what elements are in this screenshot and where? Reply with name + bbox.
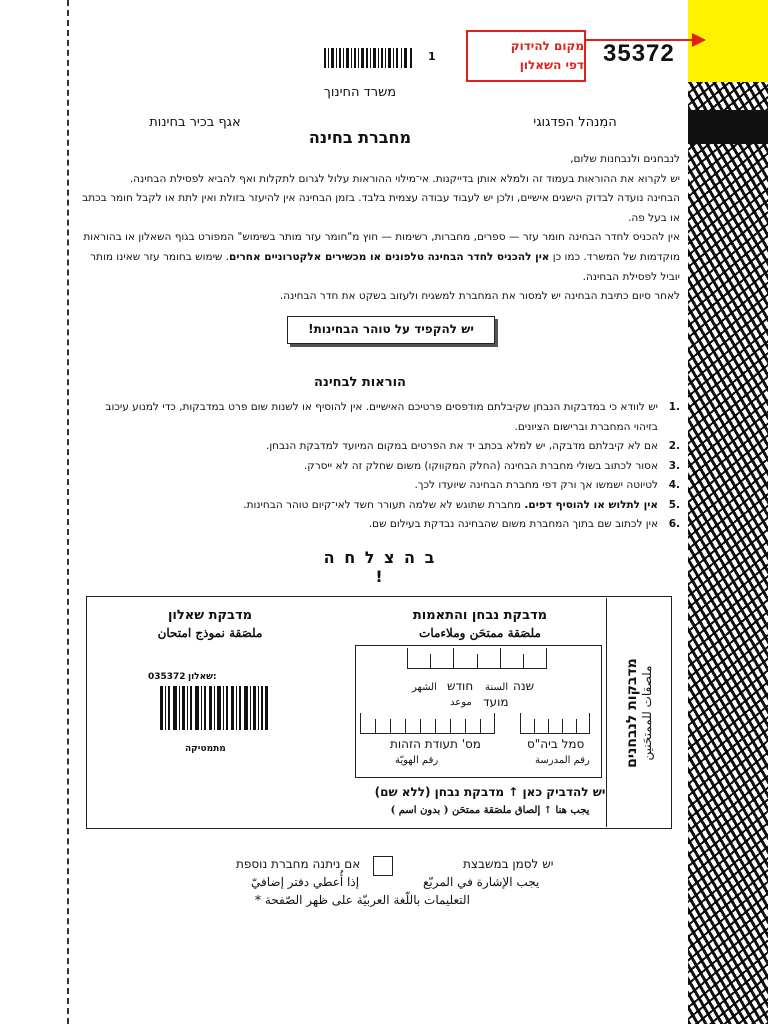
stapling-note-line2: דפי השאלון — [519, 58, 584, 72]
questionnaire-subject: מתמטיקה — [185, 744, 226, 754]
instructions-list — [80, 398, 680, 535]
item-number: .3 — [668, 459, 680, 472]
pattern-strip-top — [688, 82, 768, 110]
side-label-hebrew: מדבקות לנבחנים — [624, 657, 641, 768]
date-field[interactable] — [407, 655, 547, 669]
item-rest-text: מחברת שתוגש לא שלמה תעורר חשד לאי־קיום טוהר הבחינות. — [243, 498, 525, 511]
session-label: מועד — [483, 695, 509, 709]
list-item — [80, 437, 680, 457]
list-item — [80, 515, 680, 535]
black-bar — [688, 110, 768, 144]
page-title: מחברת בחינה — [308, 128, 412, 147]
stapling-note-line1: מקום להידוק — [510, 39, 584, 53]
barcode-icon — [324, 48, 414, 68]
item-text: לטיוטה ישמשו אך ורק דפי מחברת הבחינה שיועדו לכך. — [414, 479, 658, 491]
paste-instruction: יש להדביק כאן ↑ מדבקת נבחן (ללא שם) — [374, 785, 606, 799]
arrow-right-icon — [692, 33, 706, 47]
year-label: שנה — [513, 679, 535, 693]
month-label-ar: الشهر — [412, 682, 437, 693]
id-number-field[interactable] — [360, 720, 495, 734]
side-label-arabic: ملصقات للممتحَنين — [640, 665, 655, 760]
list-item — [80, 398, 680, 437]
sticker-side-label — [606, 600, 672, 825]
questionnaire-sticker-title-ar: ملصَقة نموذج امتحان — [157, 626, 263, 640]
ministry-name: משרד החינוך — [323, 85, 397, 100]
item-text: אין לכתוב שם בתוך המחברת משום שהבחינה נבדקת בעילום שם. — [368, 518, 658, 530]
greeting: לנבחנים ולנבחנות שלום, — [570, 153, 680, 165]
session-label-ar: موعد — [450, 697, 472, 708]
examinee-sticker-title-ar: ملصَقة ممتحَن وملاءمات — [419, 626, 541, 640]
school-code-field[interactable] — [520, 720, 590, 734]
id-number-label-ar: رقم الهويّة — [395, 755, 439, 766]
item-number: .2 — [668, 440, 680, 452]
examinee-sticker-title: מדבקת נבחן והתאמות — [412, 608, 548, 623]
school-code-label: סמל ביה"ס — [527, 737, 585, 751]
pattern-strip-bottom — [688, 144, 768, 1024]
arabic-instructions-note: * التعليمات باللّغة العربيّة على ظهر الصّفحة — [255, 893, 470, 907]
integrity-notice: יש להקפיד על טוהר הבחינות! — [287, 316, 495, 344]
item-number: .1 — [668, 401, 680, 413]
right-margin-strip — [688, 0, 768, 1024]
good-luck: ב ה צ ל ח ה ! — [323, 548, 437, 586]
intro-text — [80, 150, 680, 307]
mark-box-text-ar: يجب الإشارة في المربّع — [423, 875, 540, 889]
item-number: .4 — [668, 479, 680, 491]
questionnaire-barcode-icon — [160, 686, 268, 730]
intro-paragraph-2: הבחינה נועדה לבדוק הישגים אישיים, ולכן יש לעבוד עבודה עצמית בלבד. בזמן הבחינה אין להיעזר בזולת ואין לתת או לקבל חומר בכתב או בעל פה. — [82, 192, 680, 224]
item-bold-text: אין לתלוש או להוסיף דפים. — [524, 498, 658, 511]
questionnaire-sticker-title: מדבקת שאלון — [167, 608, 253, 623]
intro-paragraph-3 — [80, 228, 680, 287]
item-number: .6 — [668, 518, 680, 530]
margin-dashed-line — [67, 0, 69, 1024]
mark-box-text: יש לסמן במשבצת — [463, 857, 554, 871]
instructions-heading: הוראות לבחינה — [314, 375, 406, 390]
question-number: 35372 — [603, 40, 675, 67]
barcode-page-number: 1 — [428, 50, 436, 63]
item-text: אם לא קיבלתם מדבקה, יש למלא בכתב יד את הפרטים במקום המיועד למדבקת הנבחן. — [265, 440, 658, 452]
school-code-label-ar: رقم المدرسة — [535, 755, 590, 766]
list-item — [80, 496, 680, 516]
extra-notebook-checkbox[interactable] — [373, 856, 393, 876]
item-text: אסור לכתוב בשולי מחברת הבחינה (החלק המקווקו) משום שחלק זה לא ייסרק. — [303, 459, 658, 472]
year-label-ar: السنة — [485, 682, 509, 693]
aids-text-end: . שימוש בחומר עזר שאינו מותר יוביל לפסילת הבחינה. — [90, 250, 680, 283]
list-item — [80, 476, 680, 496]
id-number-label: מס' תעודת הזהות — [390, 737, 481, 751]
questionnaire-code: 035372 — [148, 672, 186, 682]
questionnaire-label: שאלון: — [188, 672, 217, 682]
item-text: יש לוודא כי במדבקות הנבחן שקיבלתם מודפסים פרטיכם האישיים. אין להוסיף או לשנות שום פרט במדבקות, כדי למנוע עיכוב בזיהוי המחברת וברישום הציונים. — [105, 401, 658, 433]
exams-division: אגף בכיר בחינות — [149, 115, 241, 130]
aids-text: אין להכניס לחדר הבחינה חומר עזר — ספרים, מחברות, רשימות — חוץ מ"חומר עזר מותר בשימוש" המפורט בגוף השאלון או בהוראות מוקדמות של המשרד. כמו כן — [83, 231, 680, 263]
month-label: חודש — [447, 679, 474, 693]
no-devices-text: אין להכניס לחדר הבחינה טלפונים או מכשירים אלקטרוניים אחרים — [229, 250, 550, 263]
item-number: .5 — [668, 498, 680, 511]
list-item — [80, 457, 680, 477]
intro-paragraph-1: יש לקרוא את ההוראות בעמוד זה ולמלא אותן בדייקנות. אי־מילוי ההוראות עלול לגרום לתקלות ואף להביא לפסילת הבחינה. — [129, 172, 680, 185]
stapling-note — [466, 30, 586, 82]
extra-notebook-text-ar: إذا أُعطي دفتر إضافيّ — [251, 875, 360, 889]
paste-instruction-ar: يجب هنا ↑ إلصاق ملصَقة ممتحَن ( بدون اسم ) — [390, 805, 590, 816]
item-text — [80, 496, 658, 516]
extra-notebook-text: אם ניתנה מחברת נוספת — [236, 857, 361, 871]
pedagogic-admin: המִנהל הפדגוגי — [533, 115, 617, 130]
intro-paragraph-4: לאחר סיום כתיבת הבחינה יש למסור את המחברת למשגיח ולעזוב בשקט את חדר הבחינה. — [279, 290, 680, 303]
